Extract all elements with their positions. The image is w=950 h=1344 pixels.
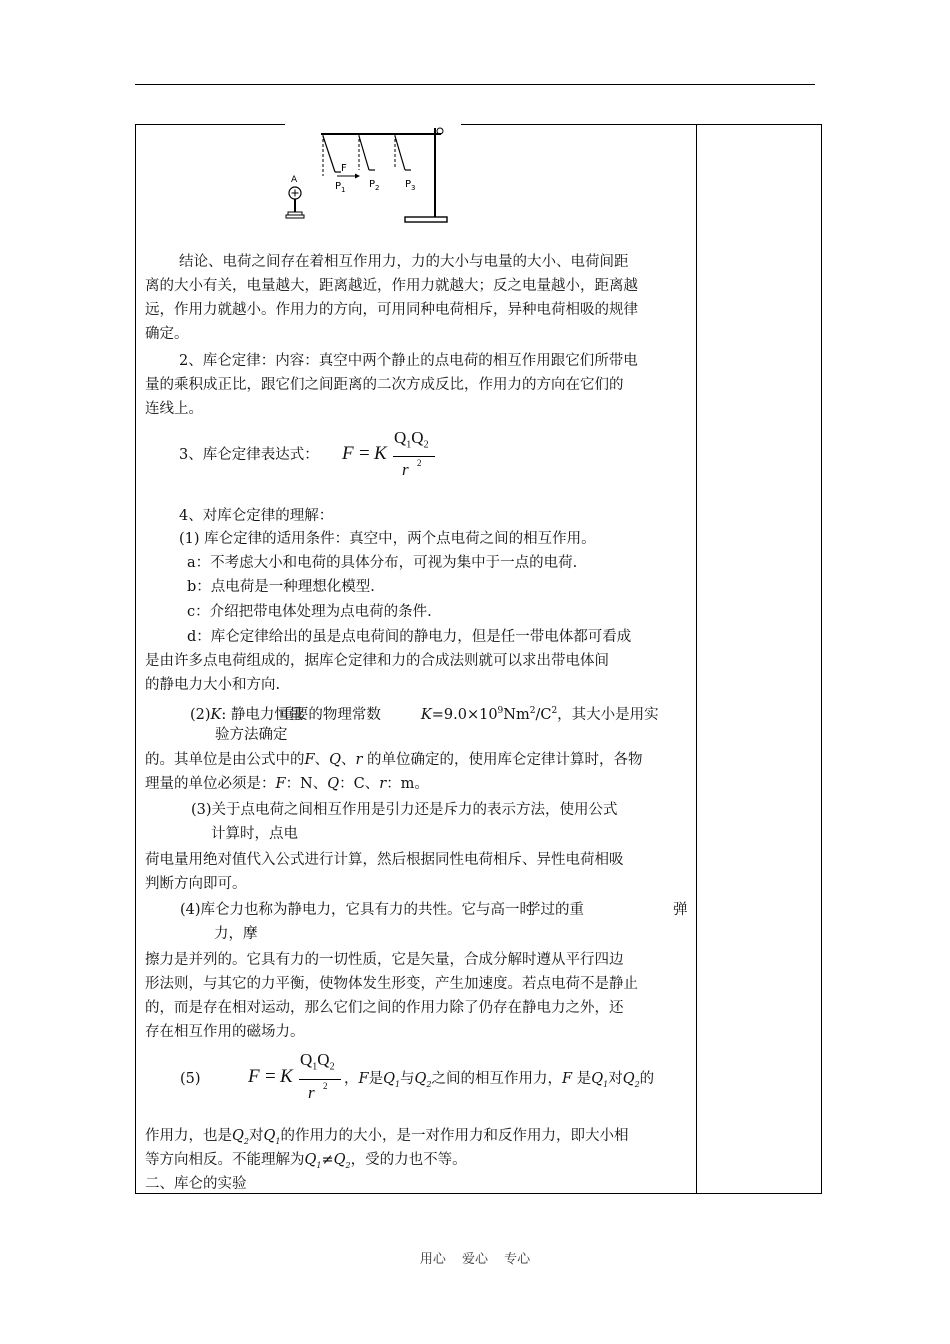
formula-power: 2 bbox=[417, 458, 422, 468]
position-label-3: $P_3$ bbox=[405, 179, 416, 192]
constant-line-1: (2)K: 静电力恒量重要的物理常数 $K=9.0\times 10^9Nm^2/C^2$，其大小是用实 bbox=[190, 706, 659, 723]
item-5-line-2: 作用力，也是$Q_2$对$Q_1$的作用力的大小，是一对作用力和反作用力，即大小相 bbox=[145, 1128, 629, 1146]
formula-k: K bbox=[374, 443, 387, 464]
understanding-a: a：不考虑大小和电荷的具体分布，可视为集中于一点的电荷. bbox=[187, 555, 578, 571]
understanding-d-3: 的静电力大小和方向. bbox=[145, 677, 281, 693]
understanding-c: c：介绍把带电体处理为点电荷的条件. bbox=[187, 604, 432, 620]
header-rule bbox=[135, 84, 815, 85]
item-5-number: (5) bbox=[180, 1071, 201, 1087]
table-column-divider bbox=[696, 124, 697, 1194]
electrostatic-line-1-end: 弹 bbox=[673, 902, 688, 918]
formula-fraction-bar bbox=[299, 1079, 341, 1080]
formula-f: F bbox=[342, 443, 354, 464]
law-line-2: 量的乘积成正比，跟它们之间距离的二次方成反比，作用力的方向在它们的 bbox=[145, 377, 624, 393]
coulomb-experiment-figure bbox=[283, 124, 463, 229]
understanding-title: 4、对库仑定律的理解： bbox=[179, 508, 334, 524]
footer-word-2: 爱心 bbox=[461, 1252, 488, 1267]
understanding-1: (1) 库仑定律的适用条件：真空中，两个点电荷之间的相互作用。 bbox=[179, 531, 596, 547]
formula-eq: = bbox=[359, 443, 370, 464]
understanding-b: b：点电荷是一种理想化模型. bbox=[187, 579, 375, 595]
formula-f: F bbox=[248, 1066, 260, 1087]
electrostatic-line-6: 存在相互作用的磁场力。 bbox=[145, 1024, 305, 1040]
understanding-d-2: 是由许多点电荷组成的，据库仑定律和力的合成法则就可以求出带电体间 bbox=[145, 653, 609, 669]
conclusion-line-2: 离的大小有关，电量越大，距离越近，作用力就越大；反之电量越小，距离越 bbox=[145, 278, 638, 294]
sphere-base bbox=[286, 215, 304, 218]
coulomb-formula bbox=[342, 430, 452, 486]
constant-line-2: 验方法确定 bbox=[215, 727, 288, 743]
electrostatic-line-1: (4)库仑力也称为静电力，它具有力的共性。它与高一时学过的重 bbox=[180, 902, 585, 918]
law-line-1: 2、库仑定律：内容：真空中两个静止的点电荷的相互作用跟它们所带电 bbox=[179, 353, 638, 369]
direction-line-1: (3)关于点电荷之间相互作用是引力还是斥力的表示方法，使用公式 bbox=[191, 802, 618, 818]
direction-line-3: 荷电量用绝对值代入公式进行计算，然后根据同性电荷相斥、异性电荷相吸 bbox=[145, 852, 624, 868]
direction-line-4: 判断方向即可。 bbox=[145, 876, 247, 892]
footer-word-1: 用心 bbox=[419, 1252, 446, 1267]
thread-2 bbox=[359, 136, 369, 170]
stand-base bbox=[405, 217, 447, 222]
formula-fraction-bar bbox=[393, 456, 435, 457]
constant-line-3: 的。其单位是由公式中的F、Q、r 的单位确定的，使用库仑定律计算时，各物 bbox=[145, 752, 643, 768]
conclusion-line-4: 确定。 bbox=[145, 326, 189, 342]
coulomb-formula-2 bbox=[248, 1052, 348, 1108]
direction-line-2: 计算时，点电 bbox=[211, 826, 298, 842]
force-arrowhead bbox=[355, 174, 360, 179]
electrostatic-line-2: 力，摩 bbox=[214, 926, 258, 942]
formula-numerator: $Q_1Q_2$ bbox=[394, 428, 429, 451]
section-2-heading: 二、库仑的实验 bbox=[145, 1176, 247, 1192]
understanding-d-1: d：库仑定律给出的虽是点电荷间的静电力，但是任一带电体都可看成 bbox=[187, 629, 632, 645]
formula-eq: = bbox=[265, 1066, 276, 1087]
formula-numerator: $Q_1Q_2$ bbox=[300, 1050, 335, 1073]
constant-line-4: 理量的单位必须是：F：N、Q：C、r：m。 bbox=[145, 776, 429, 792]
formula-denominator: r bbox=[402, 460, 409, 479]
position-label-2: $P_2$ bbox=[369, 179, 380, 192]
item-5-line-3: 等方向相反。不能理解为$Q_1\ne Q_2$，受的力也不等。 bbox=[145, 1152, 467, 1170]
page-footer bbox=[0, 1248, 950, 1267]
formula-power: 2 bbox=[323, 1081, 328, 1091]
footer-word-3: 专心 bbox=[504, 1252, 531, 1267]
conclusion-line-1: 结论、电荷之间存在着相互作用力，力的大小与电量的大小、电荷间距 bbox=[179, 254, 629, 270]
item-5-line-1: ，F是$Q_1$与$Q_2$之间的相互作用力，F 是$Q_1$对$Q_2$的 bbox=[344, 1071, 655, 1089]
formula-k: K bbox=[280, 1066, 293, 1087]
force-label: F bbox=[341, 163, 347, 174]
electrostatic-line-3: 擦力是并列的。它具有力的一切性质，它是矢量，合成分解时遵从平行四边 bbox=[145, 952, 624, 968]
electrostatic-line-5: 的，而是存在相对运动，那么它们之间的作用力除了仍存在静电力之外，还 bbox=[145, 1000, 624, 1016]
position-label-1: $P_1$ bbox=[335, 181, 346, 194]
conclusion-line-3: 远，作用力就越小。作用力的方向，可用同种电荷相斥，异种电荷相吸的规律 bbox=[145, 302, 638, 318]
charge-label: A bbox=[291, 175, 298, 185]
law-line-3: 连线上。 bbox=[145, 401, 203, 417]
electrostatic-line-4: 形法则，与其它的力平衡，使物体发生形变，产生加速度。若点电荷不是静止 bbox=[145, 976, 638, 992]
formula-denominator: r bbox=[308, 1083, 315, 1102]
expression-label: 3、库仑定律表达式： bbox=[179, 447, 319, 463]
thread-1 bbox=[323, 136, 335, 172]
thread-3 bbox=[395, 136, 405, 170]
